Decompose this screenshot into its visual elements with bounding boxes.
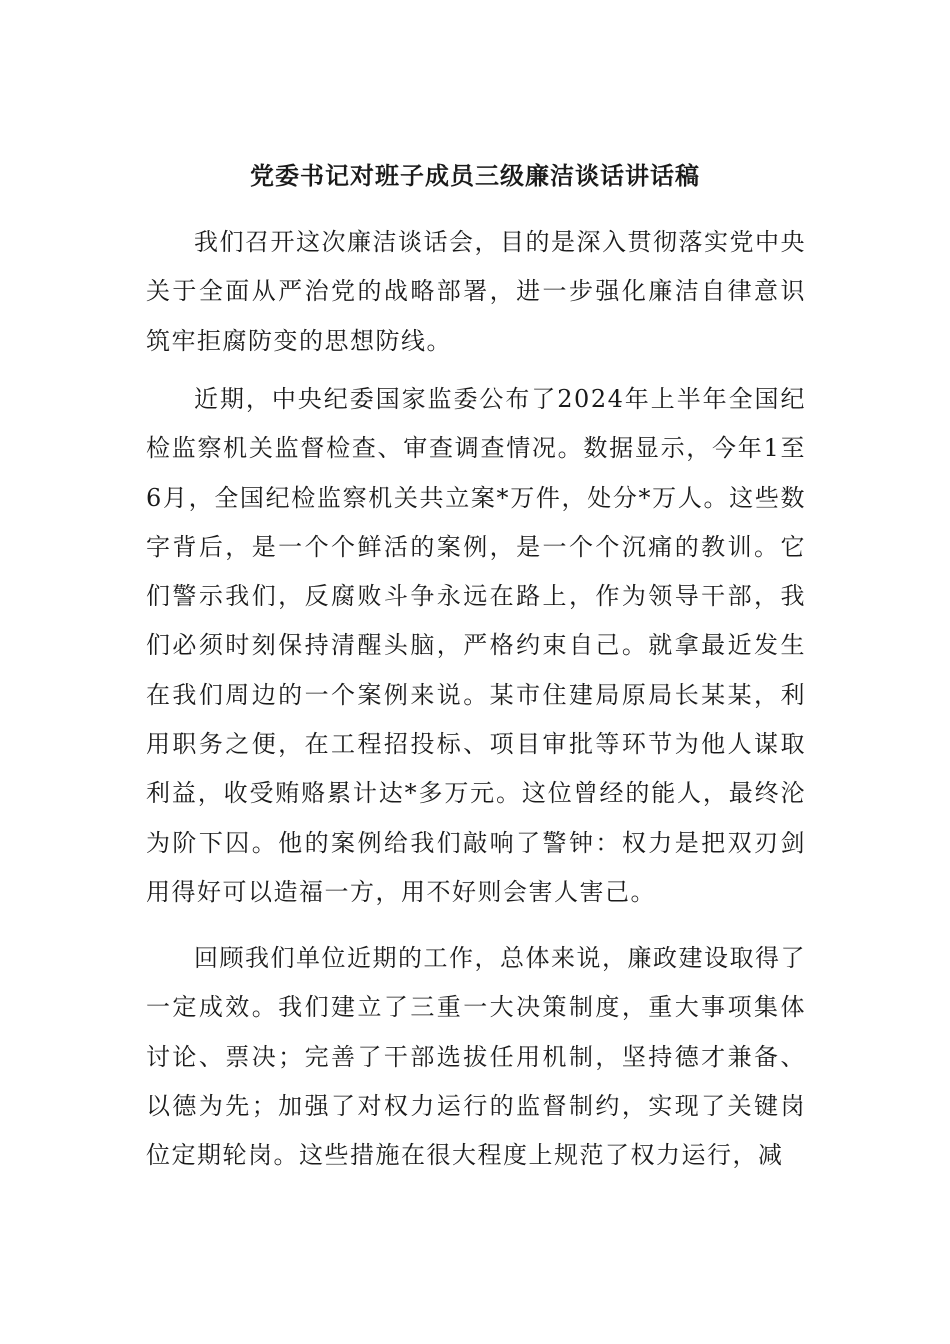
paragraph-3: 回顾我们单位近期的工作，总体来说，廉政建设取得了一定成效。我们建立了三重一大决策制度，重大事项集体讨论、票决；完善了干部选拔任用机制，坚持德才兼备、以德为先；加强了对权力运行的监督制约，实现了关键岗位定期轮岗。这些措施在很大程度上规范了权力运行，减	[146, 944, 806, 1170]
document-title: 党委书记对班子成员三级廉洁谈话讲话稿	[250, 161, 700, 190]
paragraph-1: 我们召开这次廉洁谈话会，目的是深入贯彻落实党中央关于全面从严治党的战略部署，进一步强化廉洁自律意识筑牢拒腐防变的思想防线。	[146, 228, 806, 355]
paragraph-2: 近期，中央纪委国家监委公布了2024年上半年全国纪检监察机关监督检查、审查调查情况。数据显示，今年1至6月，全国纪检监察机关共立案*万件，处分*万人。这些数字背后，是一个个鲜活的案例，是一个个沉痛的教训。它们警示我们，反腐败斗争永远在路上，作为领导干部，我们必须时刻保持清醒头脑，严格约束自己。就拿最近发生在我们周边的一个案例来说。某市住建局原局长某某，利用职务之便，在工程招投标、项目审批等环节为他人谋取利益，收受贿赂累计达*多万元。这位曾经的能人，最终沦为阶下囚。他的案例给我们敲响了警钟：权力是把双刃剑用得好可以造福一方，用不好则会害人害己。	[146, 385, 806, 906]
